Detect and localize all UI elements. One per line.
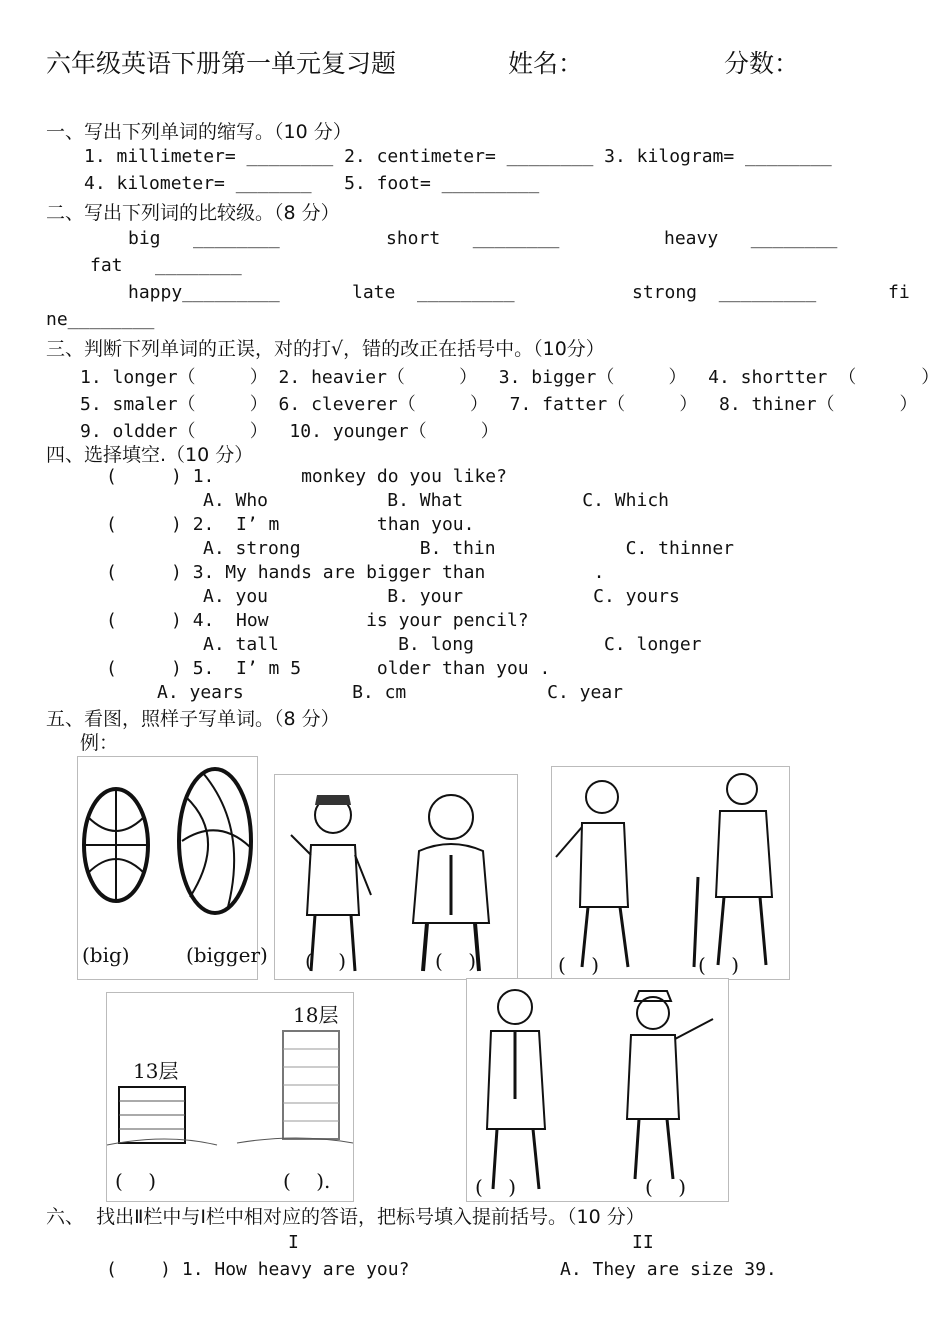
section-4-heading: 四、选择填空.（10 分） bbox=[46, 444, 254, 466]
men-drawing-2 bbox=[552, 767, 789, 979]
answer-blank[interactable]: ( ) bbox=[435, 949, 477, 973]
answer-blank[interactable]: ( ) bbox=[558, 953, 600, 977]
question-3-options: A. you B. your C. yours bbox=[203, 586, 680, 607]
question-5-options: A. years B. cm C. year bbox=[157, 682, 623, 703]
answer-blank[interactable]: ( ) bbox=[645, 1175, 687, 1199]
section-1-heading: 一、写出下列单词的缩写。（10 分） bbox=[46, 121, 352, 143]
picture-buildings bbox=[106, 992, 354, 1202]
column-1-header: I bbox=[288, 1232, 299, 1253]
picture-balls bbox=[77, 756, 268, 980]
section-2-item: fi bbox=[888, 282, 910, 303]
section-2-heading: 二、写出下列词的比较级。（8 分） bbox=[46, 202, 340, 224]
section-1-row: 1. millimeter= ________ 2. centimeter= ________ 3. kilogram= ________ bbox=[84, 146, 832, 167]
men-drawing-3 bbox=[467, 979, 728, 1201]
match-answer-a: A. They are size 39. bbox=[560, 1259, 777, 1280]
section-2-item: happy_________ bbox=[128, 282, 280, 303]
question-1: ( ) 1. monkey do you like? bbox=[106, 466, 507, 487]
picture-men-height bbox=[466, 978, 729, 1202]
name-label: 姓名： bbox=[508, 49, 584, 78]
score-label: 分数： bbox=[724, 49, 800, 78]
picture-men-weight bbox=[274, 774, 518, 980]
section-6-heading: 六、 找出Ⅱ栏中与Ⅰ栏中相对应的答语，把标号填入提前括号。（10 分） bbox=[46, 1206, 645, 1228]
floor-label-18: 18层 bbox=[293, 1003, 339, 1027]
section-2-item: strong _________ bbox=[632, 282, 817, 303]
section-5-heading: 五、看图，照样子写单词。（8 分） bbox=[46, 708, 340, 730]
section-2-item: big ________ bbox=[128, 228, 280, 249]
caption-big: (big) bbox=[82, 943, 130, 967]
section-2-item: fat ________ bbox=[90, 255, 242, 276]
question-5: ( ) 5. I’ m 5 older than you . bbox=[106, 658, 551, 679]
answer-blank[interactable]: ( ) bbox=[475, 1175, 517, 1199]
section-2-item: short ________ bbox=[386, 228, 560, 249]
question-2: ( ) 2. I’ m than you. bbox=[106, 514, 475, 535]
section-2-item: late _________ bbox=[352, 282, 515, 303]
answer-blank[interactable]: ( ). bbox=[283, 1169, 331, 1193]
example-label: 例： bbox=[80, 732, 119, 754]
page-title: 六年级英语下册第一单元复习题 bbox=[46, 49, 397, 78]
answer-blank[interactable]: ( ) bbox=[698, 953, 740, 977]
question-3: ( ) 3. My hands are bigger than . bbox=[106, 562, 605, 583]
section-2-item: ne________ bbox=[46, 309, 155, 330]
section-2-item: heavy ________ bbox=[664, 228, 838, 249]
column-2-header: II bbox=[632, 1232, 654, 1253]
question-4-options: A. tall B. long C. longer bbox=[203, 634, 702, 655]
question-2-options: A. strong B. thin C. thinner bbox=[203, 538, 735, 559]
answer-blank[interactable]: ( ) bbox=[115, 1169, 157, 1193]
answer-blank[interactable]: ( ) bbox=[305, 949, 347, 973]
match-question-1: ( ) 1. How heavy are you? bbox=[106, 1259, 410, 1280]
floor-label-13: 13层 bbox=[133, 1059, 179, 1083]
section-1-row: 4. kilometer= _______ 5. foot= _________ bbox=[84, 173, 540, 194]
section-3-row: 9. oldder（ ） 10. younger（ ） bbox=[80, 421, 499, 442]
section-3-row: 5. smaler（ ） 6. cleverer（ ） 7. fatter（ ） 8. thiner（ ） bbox=[80, 394, 918, 415]
question-1-options: A. Who B. What C. Which bbox=[203, 490, 669, 511]
section-3-row: 1. longer（ ） 2. heavier（ ） 3. bigger（ ） 4. shortter （ ） bbox=[80, 367, 940, 388]
picture-men-age bbox=[551, 766, 790, 980]
section-3-heading: 三、判断下列单词的正误，对的打√，错的改正在括号中。（10分） bbox=[46, 338, 605, 360]
question-4: ( ) 4. How is your pencil? bbox=[106, 610, 529, 631]
caption-bigger: (bigger) bbox=[186, 943, 268, 967]
